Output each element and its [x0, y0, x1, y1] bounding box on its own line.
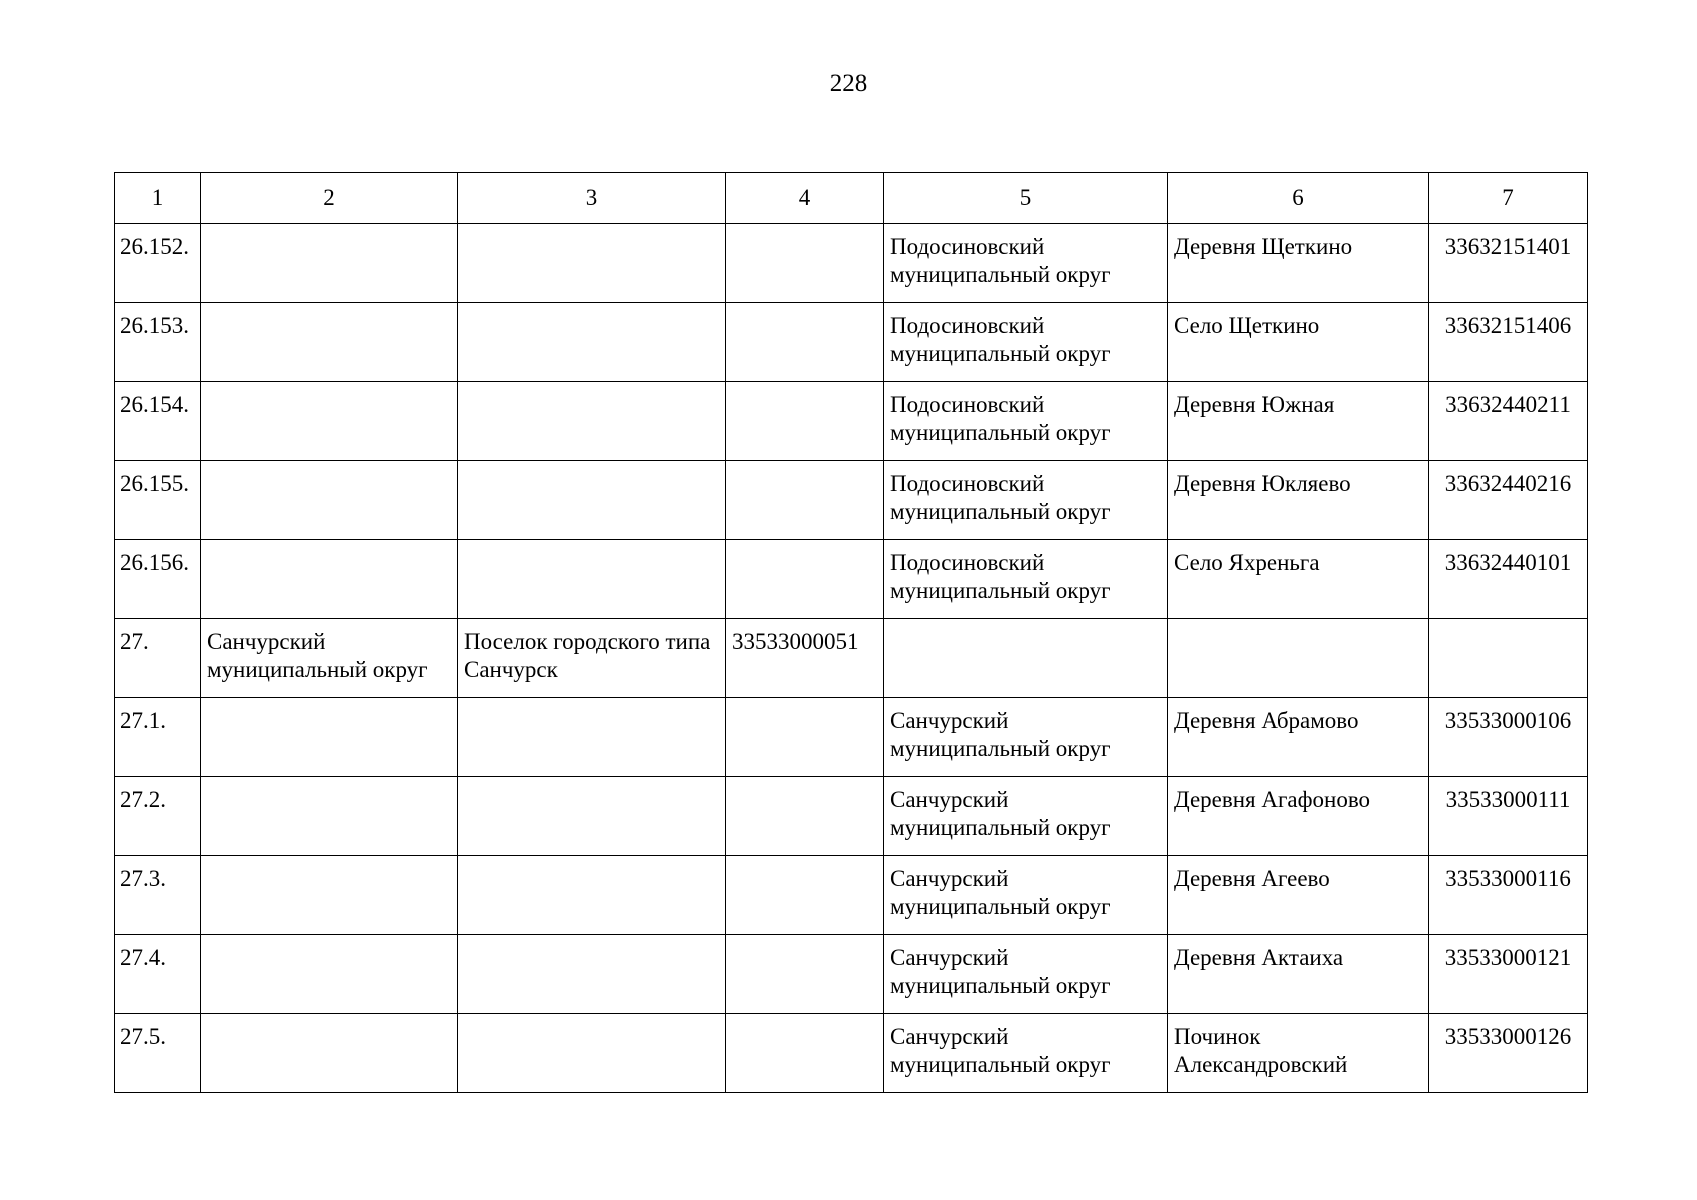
district-cell: [201, 935, 458, 1014]
row-number-cell: 26.156.: [115, 540, 201, 619]
oktmo-code-cell: 33632151401: [1429, 224, 1588, 303]
municipality-cell: Санчурский муниципальный округ: [884, 698, 1168, 777]
table-row: [115, 698, 1588, 777]
column-header: 3: [458, 173, 726, 224]
center-code-cell: [726, 698, 884, 777]
admin-center-cell: Поселок городского типа Санчурск: [458, 619, 726, 698]
municipality-cell: Подосиновский муниципальный округ: [884, 540, 1168, 619]
oktmo-code-cell: 33533000111: [1429, 777, 1588, 856]
municipality-cell: Санчурский муниципальный округ: [884, 1014, 1168, 1093]
municipality-cell: Санчурский муниципальный округ: [884, 777, 1168, 856]
table-row: [115, 777, 1588, 856]
center-code-cell: [726, 540, 884, 619]
municipality-cell: Санчурский муниципальный округ: [884, 935, 1168, 1014]
district-cell: [201, 461, 458, 540]
municipality-cell: Подосиновский муниципальный округ: [884, 303, 1168, 382]
table-row: [115, 619, 1588, 698]
district-cell: Санчурский муниципальный округ: [201, 619, 458, 698]
district-cell: [201, 1014, 458, 1093]
admin-center-cell: [458, 1014, 726, 1093]
oktmo-code-cell: 33632440216: [1429, 461, 1588, 540]
row-number-cell: 27.3.: [115, 856, 201, 935]
admin-center-cell: [458, 303, 726, 382]
settlement-cell: Село Щеткино: [1168, 303, 1429, 382]
admin-center-cell: [458, 382, 726, 461]
table-body: [115, 224, 1588, 1093]
oktmo-code-cell: 33533000126: [1429, 1014, 1588, 1093]
district-cell: [201, 224, 458, 303]
district-cell: [201, 777, 458, 856]
settlement-cell: [1168, 619, 1429, 698]
center-code-cell: [726, 224, 884, 303]
municipality-cell: Подосиновский муниципальный округ: [884, 224, 1168, 303]
table-row: [115, 540, 1588, 619]
oktmo-code-cell: 33533000116: [1429, 856, 1588, 935]
table-row: [115, 303, 1588, 382]
table-row: [115, 856, 1588, 935]
center-code-cell: [726, 856, 884, 935]
oktmo-code-cell: 33632440101: [1429, 540, 1588, 619]
column-header: 6: [1168, 173, 1429, 224]
center-code-cell: [726, 935, 884, 1014]
admin-center-cell: [458, 856, 726, 935]
district-cell: [201, 856, 458, 935]
header-row: [115, 173, 1588, 224]
table-row: [115, 382, 1588, 461]
oktmo-code-cell: 33533000121: [1429, 935, 1588, 1014]
column-header: 2: [201, 173, 458, 224]
row-number-cell: 26.154.: [115, 382, 201, 461]
municipality-cell: Санчурский муниципальный округ: [884, 856, 1168, 935]
center-code-cell: [726, 382, 884, 461]
settlement-cell: Деревня Агафоново: [1168, 777, 1429, 856]
column-header: 7: [1429, 173, 1588, 224]
settlement-cell: Починок Александровский: [1168, 1014, 1429, 1093]
settlement-cell: Деревня Агеево: [1168, 856, 1429, 935]
district-cell: [201, 303, 458, 382]
center-code-cell: [726, 1014, 884, 1093]
district-cell: [201, 382, 458, 461]
oktmo-code-cell: [1429, 619, 1588, 698]
settlement-cell: Деревня Южная: [1168, 382, 1429, 461]
admin-center-cell: [458, 935, 726, 1014]
page-number: 228: [829, 70, 868, 97]
center-code-cell: [726, 777, 884, 856]
row-number-cell: 27.4.: [115, 935, 201, 1014]
row-number-cell: 26.152.: [115, 224, 201, 303]
oktmo-code-cell: 33533000106: [1429, 698, 1588, 777]
district-cell: [201, 698, 458, 777]
row-number-cell: 27.1.: [115, 698, 201, 777]
admin-center-cell: [458, 224, 726, 303]
row-number-cell: 27.2.: [115, 777, 201, 856]
municipality-cell: [884, 619, 1168, 698]
settlement-cell: Деревня Абрамово: [1168, 698, 1429, 777]
admin-center-cell: [458, 540, 726, 619]
row-number-cell: 27.5.: [115, 1014, 201, 1093]
admin-center-cell: [458, 777, 726, 856]
row-number-cell: 26.155.: [115, 461, 201, 540]
center-code-cell: [726, 303, 884, 382]
settlement-cell: Деревня Щеткино: [1168, 224, 1429, 303]
column-header: 5: [884, 173, 1168, 224]
column-header: 4: [726, 173, 884, 224]
column-header: 1: [115, 173, 201, 224]
table-row: [115, 461, 1588, 540]
table-row: [115, 935, 1588, 1014]
municipality-cell: Подосиновский муниципальный округ: [884, 461, 1168, 540]
table-row: [115, 1014, 1588, 1093]
table-row: [115, 224, 1588, 303]
settlement-cell: Деревня Юкляево: [1168, 461, 1429, 540]
settlement-cell: Село Яхреньга: [1168, 540, 1429, 619]
row-number-cell: 26.153.: [115, 303, 201, 382]
oktmo-code-cell: 33632151406: [1429, 303, 1588, 382]
admin-center-cell: [458, 461, 726, 540]
settlements-table: [114, 172, 1588, 1093]
district-cell: [201, 540, 458, 619]
admin-center-cell: [458, 698, 726, 777]
center-code-cell: 33533000051: [726, 619, 884, 698]
row-number-cell: 27.: [115, 619, 201, 698]
oktmo-code-cell: 33632440211: [1429, 382, 1588, 461]
center-code-cell: [726, 461, 884, 540]
municipality-cell: Подосиновский муниципальный округ: [884, 382, 1168, 461]
settlement-cell: Деревня Актаиха: [1168, 935, 1429, 1014]
